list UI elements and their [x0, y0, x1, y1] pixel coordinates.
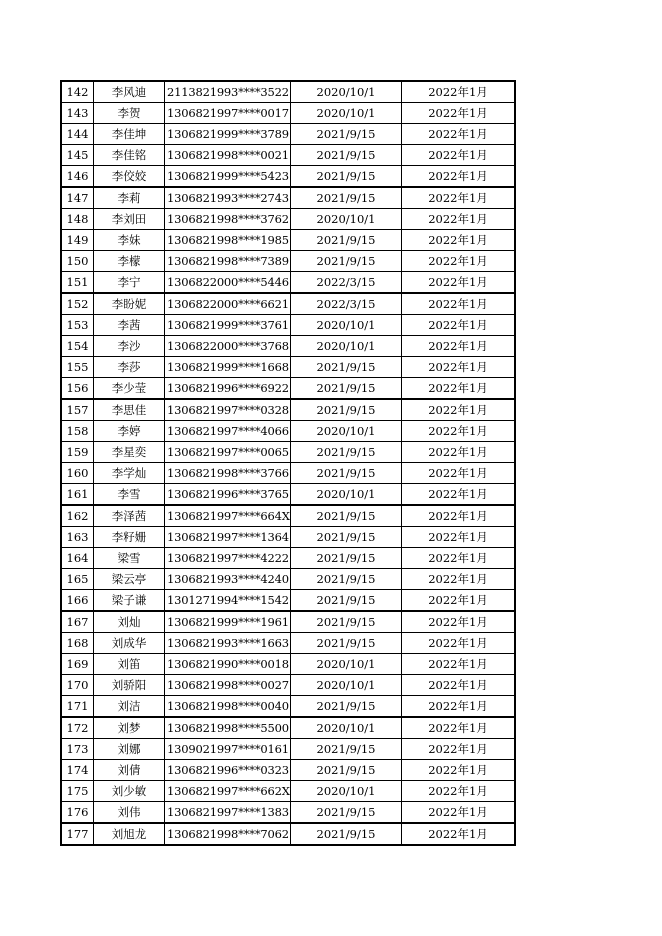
month-cell: 2022年1月: [402, 230, 516, 251]
table-row: [61, 399, 515, 421]
id-number-cell: 2113821993****3522: [165, 81, 291, 103]
name-cell: 李学灿: [94, 463, 165, 484]
table-row: [61, 103, 515, 124]
month-cell: 2022年1月: [402, 272, 516, 294]
date-cell: 2021/9/15: [291, 166, 402, 188]
name-cell: 刘骄阳: [94, 675, 165, 696]
month-cell: 2022年1月: [402, 336, 516, 357]
month-cell: 2022年1月: [402, 293, 516, 315]
date-cell: 2022/3/15: [291, 272, 402, 294]
month-cell: 2022年1月: [402, 717, 516, 739]
id-number-cell: 1306821998****0040: [165, 696, 291, 718]
table-row: [61, 569, 515, 590]
id-number-cell: 1306821999****3789: [165, 124, 291, 145]
id-number-cell: 1306821996****3765: [165, 484, 291, 506]
name-cell: 刘娜: [94, 739, 165, 760]
table-row: [61, 336, 515, 357]
date-cell: 2021/9/15: [291, 399, 402, 421]
id-number-cell: 1306821998****0021: [165, 145, 291, 166]
table-row: [61, 272, 515, 294]
month-cell: 2022年1月: [402, 527, 516, 548]
name-cell: 刘笛: [94, 654, 165, 675]
row-number-cell: 164: [61, 548, 94, 569]
date-cell: 2020/10/1: [291, 717, 402, 739]
date-cell: 2020/10/1: [291, 81, 402, 103]
name-cell: 李盼妮: [94, 293, 165, 315]
date-cell: 2022/3/15: [291, 293, 402, 315]
table-row: [61, 421, 515, 442]
month-cell: 2022年1月: [402, 654, 516, 675]
table-row: [61, 739, 515, 760]
row-number-cell: 174: [61, 760, 94, 781]
id-number-cell: 1301271994****1542: [165, 590, 291, 612]
table-row: [61, 802, 515, 824]
name-cell: 梁子谦: [94, 590, 165, 612]
name-cell: 李茜: [94, 315, 165, 336]
table-row: [61, 611, 515, 633]
row-number-cell: 146: [61, 166, 94, 188]
name-cell: 李佳铭: [94, 145, 165, 166]
month-cell: 2022年1月: [402, 399, 516, 421]
row-number-cell: 145: [61, 145, 94, 166]
id-number-cell: 1306821998****0027: [165, 675, 291, 696]
table-row: [61, 81, 515, 103]
table-row: [61, 717, 515, 739]
id-number-cell: 1306821997****0017: [165, 103, 291, 124]
row-number-cell: 175: [61, 781, 94, 802]
month-cell: 2022年1月: [402, 124, 516, 145]
date-cell: 2021/9/15: [291, 739, 402, 760]
name-cell: 刘洁: [94, 696, 165, 718]
month-cell: 2022年1月: [402, 103, 516, 124]
name-cell: 李佳坤: [94, 124, 165, 145]
name-cell: 李少莹: [94, 378, 165, 400]
row-number-cell: 142: [61, 81, 94, 103]
row-number-cell: 170: [61, 675, 94, 696]
id-number-cell: 1306821997****664X: [165, 505, 291, 527]
table-row: [61, 442, 515, 463]
row-number-cell: 167: [61, 611, 94, 633]
date-cell: 2020/10/1: [291, 675, 402, 696]
table-row: [61, 293, 515, 315]
id-number-cell: 1306821993****2743: [165, 187, 291, 209]
id-number-cell: 1306821998****3766: [165, 463, 291, 484]
name-cell: 李籽姗: [94, 527, 165, 548]
id-number-cell: 1306821998****3762: [165, 209, 291, 230]
row-number-cell: 151: [61, 272, 94, 294]
table-body: [61, 81, 515, 845]
table-row: [61, 187, 515, 209]
name-cell: 梁云亭: [94, 569, 165, 590]
date-cell: 2021/9/15: [291, 633, 402, 654]
row-number-cell: 158: [61, 421, 94, 442]
name-cell: 李贺: [94, 103, 165, 124]
name-cell: 刘伟: [94, 802, 165, 824]
date-cell: 2021/9/15: [291, 187, 402, 209]
date-cell: 2020/10/1: [291, 103, 402, 124]
name-cell: 李风迪: [94, 81, 165, 103]
row-number-cell: 147: [61, 187, 94, 209]
table-row: [61, 590, 515, 612]
name-cell: 李婷: [94, 421, 165, 442]
id-number-cell: 1306821998****7062: [165, 823, 291, 845]
table-row: [61, 633, 515, 654]
row-number-cell: 160: [61, 463, 94, 484]
table-row: [61, 760, 515, 781]
row-number-cell: 168: [61, 633, 94, 654]
month-cell: 2022年1月: [402, 760, 516, 781]
id-number-cell: 1306822000****6621: [165, 293, 291, 315]
month-cell: 2022年1月: [402, 696, 516, 718]
table-row: [61, 823, 515, 845]
data-table: [60, 80, 516, 846]
row-number-cell: 156: [61, 378, 94, 400]
name-cell: 梁雪: [94, 548, 165, 569]
month-cell: 2022年1月: [402, 505, 516, 527]
name-cell: 李雪: [94, 484, 165, 506]
id-number-cell: 1306821996****6922: [165, 378, 291, 400]
id-number-cell: 1306821999****3761: [165, 315, 291, 336]
month-cell: 2022年1月: [402, 166, 516, 188]
date-cell: 2021/9/15: [291, 230, 402, 251]
table-row: [61, 378, 515, 400]
name-cell: 李刘田: [94, 209, 165, 230]
row-number-cell: 152: [61, 293, 94, 315]
name-cell: 李星奕: [94, 442, 165, 463]
date-cell: 2021/9/15: [291, 442, 402, 463]
id-number-cell: 1306821997****1383: [165, 802, 291, 824]
table-row: [61, 209, 515, 230]
date-cell: 2021/9/15: [291, 357, 402, 378]
month-cell: 2022年1月: [402, 357, 516, 378]
table-row: [61, 527, 515, 548]
month-cell: 2022年1月: [402, 463, 516, 484]
row-number-cell: 165: [61, 569, 94, 590]
date-cell: 2021/9/15: [291, 548, 402, 569]
table-row: [61, 654, 515, 675]
id-number-cell: 1306821998****7389: [165, 251, 291, 272]
row-number-cell: 153: [61, 315, 94, 336]
id-number-cell: 1309021997****0161: [165, 739, 291, 760]
date-cell: 2021/9/15: [291, 802, 402, 824]
row-number-cell: 169: [61, 654, 94, 675]
row-number-cell: 149: [61, 230, 94, 251]
table-row: [61, 145, 515, 166]
name-cell: 刘旭龙: [94, 823, 165, 845]
name-cell: 李莎: [94, 357, 165, 378]
name-cell: 李佼姣: [94, 166, 165, 188]
table-row: [61, 357, 515, 378]
date-cell: 2021/9/15: [291, 696, 402, 718]
id-number-cell: 1306821993****1663: [165, 633, 291, 654]
row-number-cell: 159: [61, 442, 94, 463]
date-cell: 2020/10/1: [291, 654, 402, 675]
row-number-cell: 155: [61, 357, 94, 378]
month-cell: 2022年1月: [428, 827, 488, 841]
date-cell: 2021/9/15: [291, 505, 402, 527]
date-cell: 2021/9/15: [291, 590, 402, 612]
row-number-cell: 172: [61, 717, 94, 739]
table-row: [61, 230, 515, 251]
date-cell: 2021/9/15: [291, 463, 402, 484]
month-cell: 2022年1月: [402, 548, 516, 569]
row-number-cell: 150: [61, 251, 94, 272]
month-cell: 2022年1月: [402, 145, 516, 166]
row-number-cell: 176: [61, 802, 94, 824]
row-number-cell: 162: [61, 505, 94, 527]
month-cell: 2022年1月: [402, 421, 516, 442]
table-row: [61, 781, 515, 802]
date-cell: 2021/9/15: [291, 611, 402, 633]
id-number-cell: 1306821998****5500: [165, 717, 291, 739]
name-cell: 李沙: [94, 336, 165, 357]
month-cell: 2022年1月: [402, 633, 516, 654]
id-number-cell: 1306821999****5423: [165, 166, 291, 188]
table-row: [61, 548, 515, 569]
date-cell: 2020/10/1: [291, 209, 402, 230]
date-cell: 2020/10/1: [291, 315, 402, 336]
row-number-cell: 157: [61, 399, 94, 421]
month-cell: 2022年1月: [402, 675, 516, 696]
name-cell: 李妹: [94, 230, 165, 251]
date-cell: 2021/9/15: [291, 823, 402, 845]
table-row: [61, 675, 515, 696]
row-number-cell: 171: [61, 696, 94, 718]
row-number-cell: 166: [61, 590, 94, 612]
table-row: [61, 505, 515, 527]
name-cell: 李思佳: [94, 399, 165, 421]
id-number-cell: 1306822000****5446: [165, 272, 291, 294]
row-number-cell: 148: [61, 209, 94, 230]
id-number-cell: 1306822000****3768: [165, 336, 291, 357]
id-number-cell: 1306821998****1985: [165, 230, 291, 251]
table-row: [61, 124, 515, 145]
id-number-cell: 1306821997****1364: [165, 527, 291, 548]
date-cell: 2021/9/15: [291, 251, 402, 272]
month-cell: 2022年1月: [402, 611, 516, 633]
month-cell: 2022年1月: [402, 781, 516, 802]
name-cell: 李檬: [94, 251, 165, 272]
month-cell: 2022年1月: [402, 739, 516, 760]
date-cell: 2021/9/15: [291, 124, 402, 145]
row-number-cell: 154: [61, 336, 94, 357]
month-cell: 2022年1月: [402, 590, 516, 612]
name-cell: 李泽茜: [94, 505, 165, 527]
name-cell: 李莉: [94, 187, 165, 209]
table-row: [61, 166, 515, 188]
name-cell: 刘倩: [94, 760, 165, 781]
id-number-cell: 1306821997****662X: [165, 781, 291, 802]
name-cell: 刘灿: [94, 611, 165, 633]
table-row: [61, 696, 515, 718]
month-cell: 2022年1月: [402, 209, 516, 230]
id-number-cell: 1306821997****0328: [165, 399, 291, 421]
id-number-cell: 1306821997****4222: [165, 548, 291, 569]
table-row: [61, 484, 515, 506]
name-cell: 刘少敏: [94, 781, 165, 802]
date-cell: 2021/9/15: [291, 145, 402, 166]
date-cell: 2020/10/1: [291, 421, 402, 442]
id-number-cell: 1306821997****4066: [165, 421, 291, 442]
row-number-cell: 177: [61, 823, 94, 845]
date-cell: 2021/9/15: [291, 569, 402, 590]
id-number-cell: 1306821997****0065: [165, 442, 291, 463]
month-cell: 2022年1月: [402, 251, 516, 272]
date-cell: 2020/10/1: [291, 781, 402, 802]
date-cell: 2021/9/15: [291, 760, 402, 781]
id-number-cell: 1306821993****4240: [165, 569, 291, 590]
date-cell: 2021/9/15: [291, 378, 402, 400]
table-row: [61, 463, 515, 484]
month-cell: 2022年1月: [402, 484, 516, 506]
name-cell: 刘梦: [94, 717, 165, 739]
table-row: [61, 315, 515, 336]
date-cell: 2020/10/1: [291, 336, 402, 357]
month-cell: 2022年1月: [402, 315, 516, 336]
month-cell: 2022年1月: [402, 569, 516, 590]
id-number-cell: 1306821999****1961: [165, 611, 291, 633]
row-number-cell: 161: [61, 484, 94, 506]
month-cell: 2022年1月: [402, 442, 516, 463]
row-number-cell: 173: [61, 739, 94, 760]
row-number-cell: 163: [61, 527, 94, 548]
row-number-cell: 144: [61, 124, 94, 145]
month-cell: 2022年1月: [402, 378, 516, 400]
month-cell: 2022年1月: [402, 81, 516, 103]
id-number-cell: 1306821996****0323: [165, 760, 291, 781]
table-row: [61, 251, 515, 272]
name-cell: 刘成华: [94, 633, 165, 654]
id-number-cell: 1306821999****1668: [165, 357, 291, 378]
name-cell: 李宁: [94, 272, 165, 294]
date-cell: 2020/10/1: [291, 484, 402, 506]
row-number-cell: 143: [61, 103, 94, 124]
date-cell: 2021/9/15: [291, 527, 402, 548]
month-cell: 2022年1月: [402, 802, 516, 824]
id-number-cell: 1306821990****0018: [165, 654, 291, 675]
month-cell: 2022年1月: [402, 187, 516, 209]
